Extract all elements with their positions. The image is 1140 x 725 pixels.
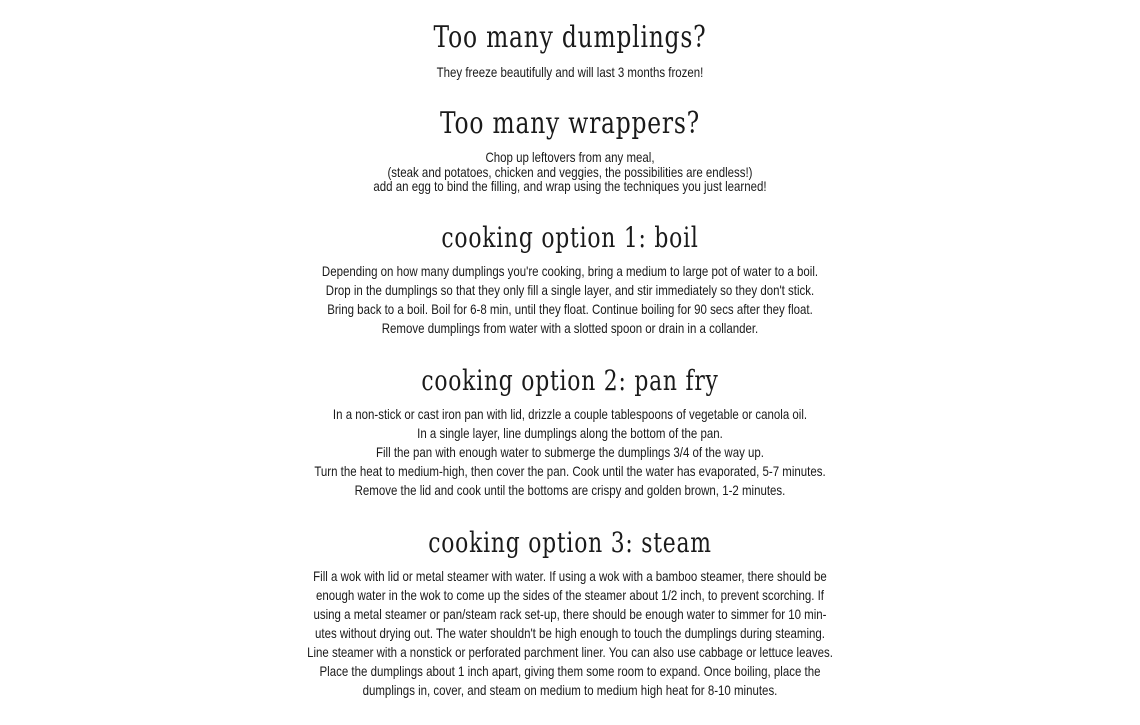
text-line: using a metal steamer or pan/steam rack set-up, there should be enough water to simmer for 10 min- xyxy=(313,606,827,622)
wrappers-section xyxy=(0,106,1140,194)
text-line: Fill a wok with lid or metal steamer with water. If using a wok with a bamboo steamer, there should be xyxy=(313,568,827,584)
text-line: utes without drying out. The water shouldn't be high enough to touch the dumplings during steaming. xyxy=(315,625,825,641)
text-line: enough water in the wok to come up the sides of the steamer about 1/2 inch, to prevent scorching. If xyxy=(316,587,824,603)
freeze-heading: Too many dumplings? xyxy=(433,20,707,55)
text-line: Fill the pan with enough water to submerge the dumplings 3/4 of the way up. xyxy=(375,444,764,460)
wrappers-text xyxy=(103,150,1038,194)
text-line: Chop up leftovers from any meal, xyxy=(485,149,655,165)
boil-section xyxy=(0,221,1140,338)
text-line: Remove dumplings from water with a slotted spoon or drain in a collander. xyxy=(381,320,759,336)
text-line: dumplings in, cover, and steam on medium to medium high heat for 8-10 minutes. xyxy=(362,682,778,698)
text-line: Depending on how many dumplings you're cooking, bring a medium to large pot of water to a boil. xyxy=(321,263,819,279)
freeze-section xyxy=(0,20,1140,82)
text-line: In a non-stick or cast iron pan with lid, drizzle a couple tablespoons of vegetable or canola oil. xyxy=(332,406,808,422)
text-line: Bring back to a boil. Boil for 6-8 min, until they float. Continue boiling for 90 secs after they float. xyxy=(327,301,813,317)
steam-section xyxy=(0,526,1140,700)
text-line: Turn the heat to medium-high, then cover the pan. Cook until the water has evaporated, 5-7 minutes. xyxy=(314,463,826,479)
text-line: (steak and potatoes, chicken and veggies, the possibilities are endless!) xyxy=(387,163,753,180)
text-line: In a single layer, line dumplings along the bottom of the pan. xyxy=(417,425,723,441)
panfry-section xyxy=(0,364,1140,500)
panfry-text xyxy=(103,405,1038,500)
text-line: Place the dumplings about 1 inch apart, giving them some room to expand. Once boiling, place the xyxy=(319,663,821,679)
steam-text xyxy=(103,567,1038,700)
freeze-text xyxy=(103,63,1038,82)
text-line: Line steamer with a nonstick or perforated parchment liner. You can also use cabbage or lettuce leaves. xyxy=(307,644,833,660)
steam-heading: cooking option 3: steam xyxy=(428,526,712,559)
panfry-heading: cooking option 2: pan fry xyxy=(421,364,719,397)
boil-text xyxy=(103,262,1038,338)
wrappers-heading: Too many wrappers? xyxy=(439,106,701,141)
text-line: Drop in the dumplings so that they only fill a single layer, and stir immediately so they don't stick. xyxy=(325,282,815,298)
boil-heading: cooking option 1: boil xyxy=(441,221,699,254)
text-line: They freeze beautifully and will last 3 months frozen! xyxy=(436,64,704,80)
text-line: Remove the lid and cook until the bottoms are crispy and golden brown, 1-2 minutes. xyxy=(354,482,786,498)
text-line: add an egg to bind the filling, and wrap using the techniques you just learned! xyxy=(373,178,767,194)
